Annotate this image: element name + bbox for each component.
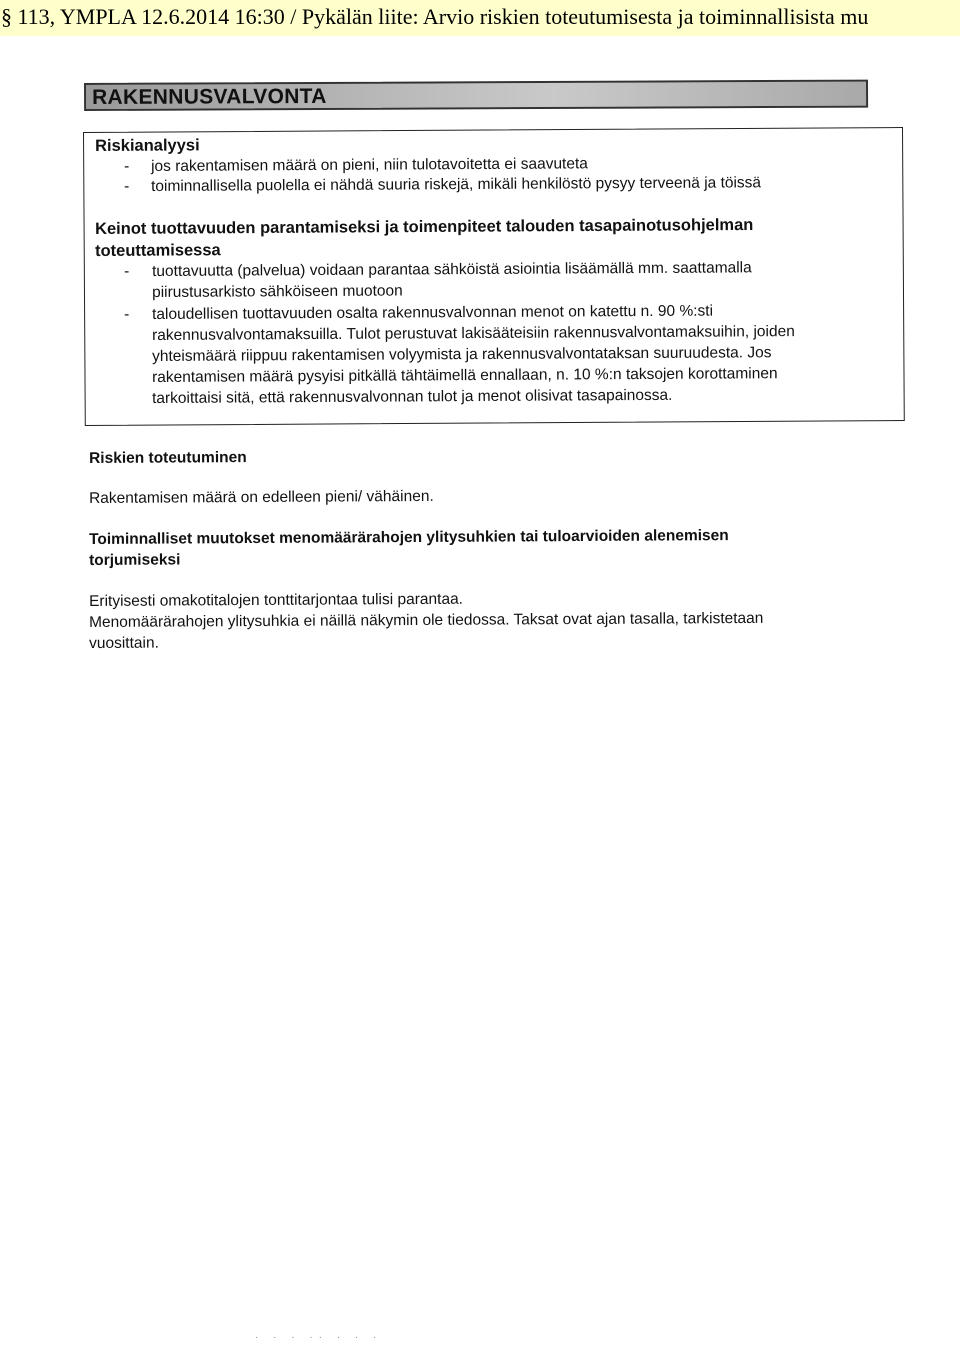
bullet-dash: -: [124, 157, 130, 175]
measure-item-2-line3: yhteismäärä riippuu rakentamisen volyymista ja rakennusvalvontataksan suuruudesta. Jos: [152, 344, 772, 365]
operational-heading-line2: torjumiseksi: [89, 551, 181, 569]
measures-heading-line2: toteuttamisessa: [95, 241, 221, 260]
measure-item-2-line5: tarkoittaisi sitä, että rakennusvalvonnan tulot ja menot olisivat tasapainossa.: [152, 386, 673, 407]
measure-item-1-line1: tuottavuutta (palvelua) voidaan parantaa sähköistä asiointia lisäämällä mm. saattamalla: [152, 259, 752, 280]
operational-line-3: vuosittain.: [89, 634, 159, 652]
realization-text: Rakentamisen määrä on edelleen pieni/ vähäinen.: [89, 487, 434, 507]
measure-item-1-line2: piirustusarkisto sähköiseen muotoon: [152, 282, 403, 301]
bullet-dash: -: [124, 262, 130, 280]
scanned-document: [0, 36, 960, 1354]
risk-item-2: toiminnallisella puolella ei nähdä suuria riskejä, mikäli henkilöstö pysyy terveenä ja töissä: [151, 174, 762, 195]
bullet-dash: -: [124, 305, 130, 323]
measures-heading-line1: Keinot tuottavuuden parantamiseksi ja toimenpiteet talouden tasapainotusohjelman: [95, 215, 754, 238]
operational-line-2: Menomäärärahojen ylitysuhkia ei näillä näkymin ole tiedossa. Taksat ovat ajan tasalla, tarkistetaan: [89, 609, 764, 631]
section-title: RAKENNUSVALVONTA: [92, 84, 327, 109]
scan-noise: · · · ·· · · ·: [255, 1332, 383, 1343]
bullet-dash: -: [124, 177, 130, 195]
operational-heading-line1: Toiminnalliset muutokset menomäärärahojen ylitysuhkien tai tuloarvioiden alenemisen: [89, 527, 729, 548]
header-title: § 113, YMPLA 12.6.2014 16:30 / Pykälän liite: Arvio riskien toteutumisesta ja toiminnallisista mu: [1, 4, 869, 29]
realization-heading: Riskien toteutuminen: [89, 449, 247, 467]
section-title-bar: [84, 80, 868, 111]
risk-item-1: jos rakentamisen määrä on pieni, niin tulotavoitetta ei saavuteta: [151, 155, 588, 175]
measure-item-2-line4: rakentamisen määrä pysyisi pitkällä tähtäimellä ennallaan, n. 10 %:n taksojen korottaminen: [152, 365, 778, 386]
risk-analysis-heading: Riskianalyysi: [95, 136, 200, 155]
measure-item-2-line1: taloudellisen tuottavuuden osalta rakennusvalvonnan menot on katettu n. 90 %:sti: [152, 302, 714, 323]
operational-line-1: Erityisesti omakotitalojen tonttitarjontaa tulisi parantaa.: [89, 590, 464, 610]
page-header: [0, 0, 960, 36]
measure-item-2-line2: rakennusvalvontamaksuilla. Tulot perustuvat lakisääteisiin rakennusvalvontamaksuihin, joiden: [152, 323, 795, 344]
